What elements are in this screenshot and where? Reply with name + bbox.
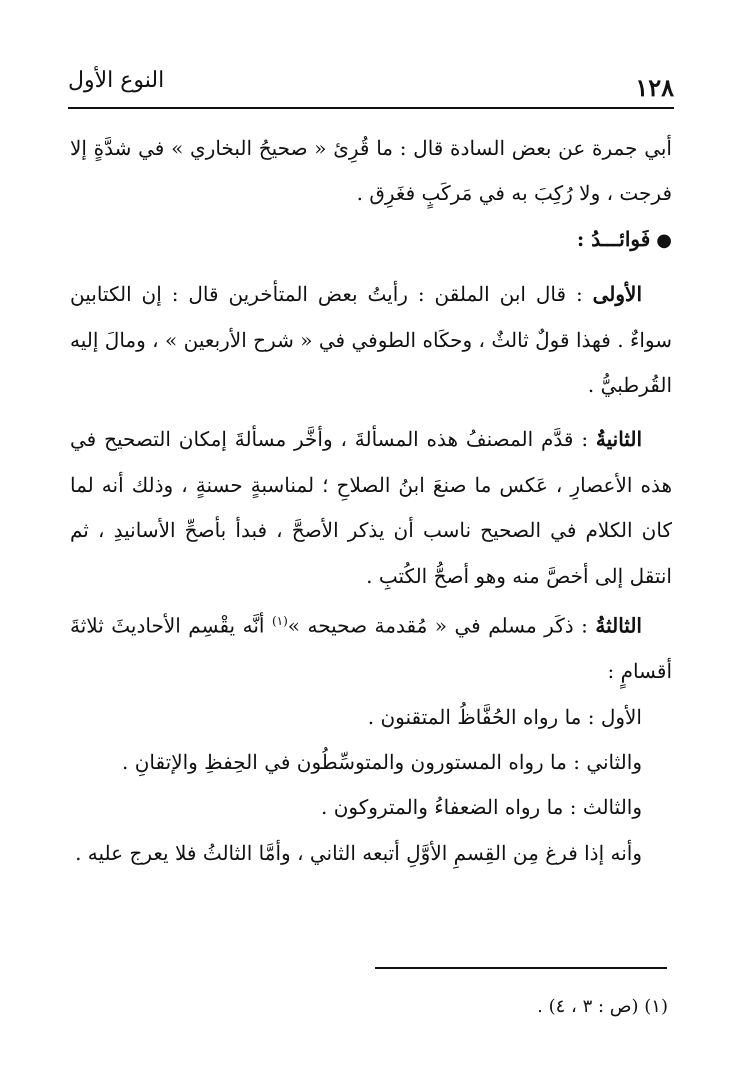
main-text xyxy=(70,126,672,876)
paragraph-third-benefit xyxy=(70,599,672,694)
first-benefit-text: : قال ابن الملقن : رأيتُ بعض المتأخرين قال : إن الكتابين سواءٌ . فهذا قولٌ ثالثٌ ، وحكَاه الطوفي في « شرح الأربعين » ، ومالَ إليه القُرطبيُّ . xyxy=(70,282,672,398)
paragraph-first-benefit xyxy=(70,272,672,408)
third-benefit-text-before: : ذكَر مسلم في « مُقدمة صحيحه » xyxy=(287,613,596,638)
paragraph-continuation: أبي جمرة عن بعض السادة قال : ما قُرِئ « صحيحُ البخاري » في شدَّةٍ إلا فرجت ، ولا رُكِبَ به في مَركَبٍ فغَرِق . xyxy=(70,136,672,206)
paragraph-closing: وأنه إذا فرغ مِن القِسمِ الأوَّلِ أتبعه الثاني ، وأمَّا الثالثُ فلا يعرج عليه . xyxy=(75,840,642,865)
footnote-reference: (١) xyxy=(271,614,288,629)
first-benefit-lead: الأولى xyxy=(592,282,642,307)
second-benefit-lead: الثانيةُ xyxy=(595,427,642,452)
page-number: ١٢٨ xyxy=(635,73,674,102)
list-item: والثاني : ما رواه المستورون والمتوسِّطُون في الحِفظِ والإتقانِ . xyxy=(122,749,642,774)
paragraph-second-benefit xyxy=(70,417,672,599)
third-benefit-lead: الثالثةُ xyxy=(595,613,642,638)
section-heading-text: فَوائـــدُ : xyxy=(576,226,651,251)
list-item: والثالث : ما رواه الضعفاءُ والمتروكون . xyxy=(321,795,642,820)
bullet-icon: ● xyxy=(656,229,672,251)
footnote-divider xyxy=(375,967,667,969)
running-title: النوع الأول xyxy=(68,68,165,93)
second-benefit-text: : قدَّم المصنفُ هذه المسألةَ ، وأخَّر مسألةَ إمكان التصحيح في هذه الأعصارِ ، عَكس ما صنعَ ابنُ الصلاحِ ؛ لمناسبةٍ حسنةٍ ، وذلك أنه لما كان الكلام في الصحيح ناسب أن يذكر الأصحَّ ، فبدأ بأصحِّ الأسانيدِ ، ثم انتقل إلى أخصَّ منه وهو أصحُّ الكُتبِ . xyxy=(70,427,672,588)
section-heading xyxy=(70,217,672,263)
third-benefit-text-after: أنَّه يقْسِم الأحاديثَ ثلاثةَ أقسامٍ : xyxy=(70,613,672,684)
footnote: (١) (ص : ٣ ، ٤) . xyxy=(537,996,668,1017)
header-divider xyxy=(68,107,674,109)
list-item: الأول : ما رواه الحُفَّاظُ المتقنون . xyxy=(367,704,642,729)
page-header xyxy=(68,62,674,106)
